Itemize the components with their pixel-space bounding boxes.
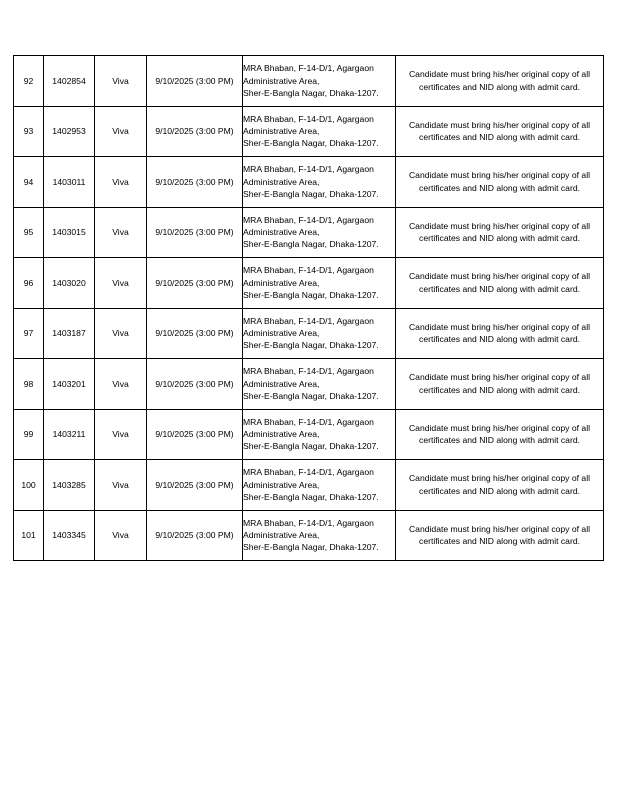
venue-cell [243,409,396,460]
serial-cell: 99 [14,409,44,460]
instruction-cell: Candidate must bring his/her original copy of all certificates and NID along with admit card. [396,409,604,460]
venue-line: Administrative Area, [243,227,320,238]
venue-line: MRA Bhaban, F-14-D/1, Agargaon [243,467,374,478]
venue-line: Administrative Area, [243,277,320,288]
venue-cell [243,207,396,258]
venue-line: Administrative Area, [243,176,320,187]
venue-line: MRA Bhaban, F-14-D/1, Agargaon [243,315,374,326]
venue-line: MRA Bhaban, F-14-D/1, Agargaon [243,265,374,276]
datetime-cell: 9/10/2025 (3:00 PM) [147,308,243,359]
exam-type-cell: Viva [95,510,147,561]
schedule-table-body [14,56,604,561]
venue-line: MRA Bhaban, F-14-D/1, Agargaon [243,517,374,528]
datetime-cell: 9/10/2025 (3:00 PM) [147,460,243,511]
venue-line: MRA Bhaban, F-14-D/1, Agargaon [243,214,374,225]
table-row [14,359,604,410]
venue-line: Administrative Area, [243,75,320,86]
venue-line: Sher-E-Bangla Nagar, Dhaka-1207. [243,491,379,502]
venue-line: MRA Bhaban, F-14-D/1, Agargaon [243,164,374,175]
roll-cell: 1402854 [44,56,95,107]
exam-type-cell: Viva [95,409,147,460]
venue-line: Sher-E-Bangla Nagar, Dhaka-1207. [243,138,379,149]
roll-cell: 1403285 [44,460,95,511]
venue-cell [243,510,396,561]
venue-cell [243,56,396,107]
exam-type-cell: Viva [95,157,147,208]
table-row [14,409,604,460]
venue-line: Administrative Area, [243,126,320,137]
roll-cell: 1403020 [44,258,95,309]
venue-line: MRA Bhaban, F-14-D/1, Agargaon [243,366,374,377]
instruction-cell: Candidate must bring his/her original copy of all certificates and NID along with admit card. [396,207,604,258]
datetime-cell: 9/10/2025 (3:00 PM) [147,157,243,208]
exam-type-cell: Viva [95,258,147,309]
venue-line: Administrative Area, [243,530,320,541]
venue-line: Sher-E-Bangla Nagar, Dhaka-1207. [243,441,379,452]
table-row [14,258,604,309]
table-row [14,510,604,561]
roll-cell: 1402953 [44,106,95,157]
serial-cell: 98 [14,359,44,410]
venue-line: MRA Bhaban, F-14-D/1, Agargaon [243,416,374,427]
venue-cell [243,460,396,511]
datetime-cell: 9/10/2025 (3:00 PM) [147,56,243,107]
serial-cell: 93 [14,106,44,157]
venue-line: Sher-E-Bangla Nagar, Dhaka-1207. [243,239,379,250]
serial-cell: 101 [14,510,44,561]
exam-type-cell: Viva [95,308,147,359]
exam-type-cell: Viva [95,460,147,511]
venue-cell [243,359,396,410]
table-row [14,207,604,258]
venue-line: Administrative Area, [243,378,320,389]
serial-cell: 92 [14,56,44,107]
venue-line: Sher-E-Bangla Nagar, Dhaka-1207. [243,188,379,199]
viva-schedule-table [13,55,604,561]
datetime-cell: 9/10/2025 (3:00 PM) [147,258,243,309]
exam-type-cell: Viva [95,56,147,107]
serial-cell: 96 [14,258,44,309]
venue-line: Administrative Area, [243,328,320,339]
venue-line: Sher-E-Bangla Nagar, Dhaka-1207. [243,390,379,401]
exam-type-cell: Viva [95,106,147,157]
roll-cell: 1403187 [44,308,95,359]
instruction-cell: Candidate must bring his/her original copy of all certificates and NID along with admit card. [396,258,604,309]
venue-cell [243,258,396,309]
serial-cell: 94 [14,157,44,208]
instruction-cell: Candidate must bring his/her original copy of all certificates and NID along with admit card. [396,510,604,561]
roll-cell: 1403211 [44,409,95,460]
instruction-cell: Candidate must bring his/her original copy of all certificates and NID along with admit card. [396,157,604,208]
venue-cell [243,308,396,359]
instruction-cell: Candidate must bring his/her original copy of all certificates and NID along with admit card. [396,106,604,157]
venue-line: Sher-E-Bangla Nagar, Dhaka-1207. [243,289,379,300]
datetime-cell: 9/10/2025 (3:00 PM) [147,106,243,157]
venue-cell [243,157,396,208]
venue-line: Administrative Area, [243,429,320,440]
datetime-cell: 9/10/2025 (3:00 PM) [147,409,243,460]
table-row [14,56,604,107]
datetime-cell: 9/10/2025 (3:00 PM) [147,207,243,258]
serial-cell: 100 [14,460,44,511]
datetime-cell: 9/10/2025 (3:00 PM) [147,510,243,561]
table-row [14,308,604,359]
serial-cell: 95 [14,207,44,258]
venue-line: MRA Bhaban, F-14-D/1, Agargaon [243,113,374,124]
venue-line: MRA Bhaban, F-14-D/1, Agargaon [243,63,374,74]
venue-line: Sher-E-Bangla Nagar, Dhaka-1207. [243,340,379,351]
venue-cell [243,106,396,157]
table-row [14,157,604,208]
instruction-cell: Candidate must bring his/her original copy of all certificates and NID along with admit card. [396,359,604,410]
roll-cell: 1403201 [44,359,95,410]
instruction-cell: Candidate must bring his/her original copy of all certificates and NID along with admit card. [396,308,604,359]
table-row [14,106,604,157]
exam-type-cell: Viva [95,359,147,410]
exam-type-cell: Viva [95,207,147,258]
venue-line: Sher-E-Bangla Nagar, Dhaka-1207. [243,542,379,553]
datetime-cell: 9/10/2025 (3:00 PM) [147,359,243,410]
venue-line: Sher-E-Bangla Nagar, Dhaka-1207. [243,87,379,98]
roll-cell: 1403015 [44,207,95,258]
roll-cell: 1403011 [44,157,95,208]
venue-line: Administrative Area, [243,479,320,490]
roll-cell: 1403345 [44,510,95,561]
instruction-cell: Candidate must bring his/her original copy of all certificates and NID along with admit card. [396,460,604,511]
serial-cell: 97 [14,308,44,359]
table-row [14,460,604,511]
instruction-cell: Candidate must bring his/her original copy of all certificates and NID along with admit card. [396,56,604,107]
